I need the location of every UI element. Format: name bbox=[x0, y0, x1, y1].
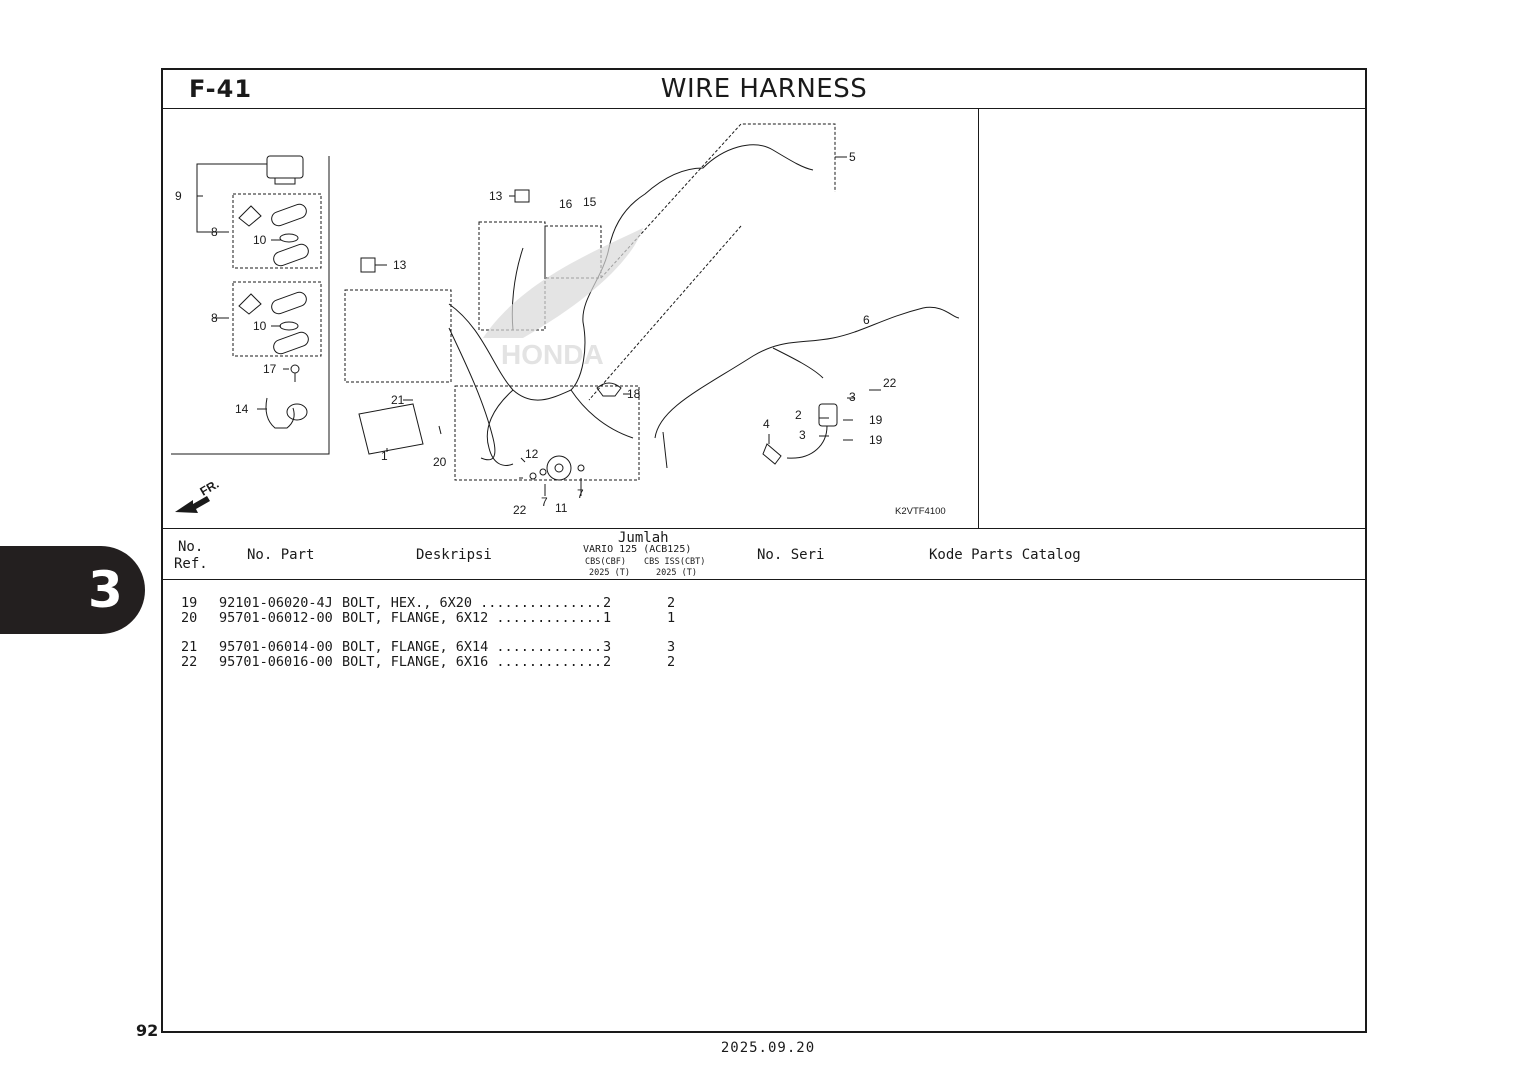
section-number: 3 bbox=[88, 561, 123, 619]
row-part-no: 95701-06014-00 bbox=[219, 639, 333, 655]
callout-label: 19 bbox=[869, 413, 883, 427]
row-description: BOLT, HEX., 6X20 ............... bbox=[342, 595, 603, 611]
table-row bbox=[163, 655, 1365, 670]
row-qty-a: 2 bbox=[603, 595, 612, 611]
row-qty-b: 1 bbox=[667, 610, 676, 626]
diagram-drawing bbox=[163, 108, 978, 528]
row-qty-a: 2 bbox=[603, 654, 612, 670]
callout-label: 8 bbox=[211, 225, 218, 239]
header-part-no: No. Part bbox=[247, 547, 315, 563]
callout-label: 13 bbox=[393, 258, 407, 272]
section-tab bbox=[0, 546, 145, 634]
callout-label: 13 bbox=[489, 189, 503, 203]
callout-label: 8 bbox=[211, 311, 218, 325]
callout-label: 12 bbox=[525, 447, 539, 461]
row-qty-b: 3 bbox=[667, 639, 676, 655]
row-qty-a: 1 bbox=[603, 610, 612, 626]
header-description: Deskripsi bbox=[416, 547, 492, 563]
header-serial: No. Seri bbox=[757, 547, 825, 563]
callout-label: 22 bbox=[513, 503, 527, 517]
table-row bbox=[163, 596, 1365, 611]
row-qty-a: 3 bbox=[603, 639, 612, 655]
callout-label: 21 bbox=[391, 393, 405, 407]
callout-label: 3 bbox=[849, 390, 856, 404]
row-ref: 21 bbox=[181, 639, 198, 655]
header-model: VARIO 125 (ACB125) bbox=[583, 544, 692, 555]
row-ref: 19 bbox=[181, 595, 198, 611]
title-bar bbox=[163, 70, 1365, 109]
header-qty: Jumlah bbox=[618, 530, 669, 546]
callout-label: 7 bbox=[541, 495, 548, 509]
table-row bbox=[163, 640, 1365, 655]
row-part-no: 95701-06016-00 bbox=[219, 654, 333, 670]
callout-label: 22 bbox=[883, 376, 897, 390]
callout-label: 16 bbox=[559, 197, 573, 211]
header-variant-a: CBS(CBF) bbox=[585, 557, 626, 567]
callout-label: 6 bbox=[863, 313, 870, 327]
row-qty-b: 2 bbox=[667, 595, 676, 611]
callout-label: 17 bbox=[263, 362, 277, 376]
callout-label: 9 bbox=[175, 189, 182, 203]
header-year-b: 2025 (T) bbox=[656, 568, 697, 578]
callout-label: 11 bbox=[555, 501, 568, 515]
row-description: BOLT, FLANGE, 6X12 ............. bbox=[342, 610, 603, 626]
row-description: BOLT, FLANGE, 6X14 ............. bbox=[342, 639, 603, 655]
header-variant-b: CBS ISS(CBT) bbox=[644, 557, 706, 567]
row-part-no: 92101-06020-4J bbox=[219, 595, 333, 611]
row-description: BOLT, FLANGE, 6X16 ............. bbox=[342, 654, 603, 670]
header-catalog: Kode Parts Catalog bbox=[929, 547, 1081, 563]
header-ref-line1: No. bbox=[178, 539, 204, 555]
figure-title: WIRE HARNESS bbox=[660, 74, 868, 104]
page-number: 92 bbox=[136, 1021, 159, 1040]
diagram-code: K2VTF4100 bbox=[895, 506, 946, 517]
callout-label: 20 bbox=[433, 455, 447, 469]
callout-label: 10 bbox=[253, 319, 267, 333]
table-header bbox=[163, 528, 1365, 580]
callout-label: 7 bbox=[577, 487, 584, 501]
callout-label: 18 bbox=[627, 387, 641, 401]
front-marker: FR. bbox=[197, 476, 222, 499]
row-part-no: 95701-06012-00 bbox=[219, 610, 333, 626]
row-ref: 20 bbox=[181, 610, 198, 626]
callout-label: 2 bbox=[795, 408, 802, 422]
callout-label: 1 bbox=[381, 449, 388, 463]
callout-label: 3 bbox=[799, 428, 806, 442]
figure-code: F-41 bbox=[189, 75, 253, 103]
print-date: 2025.09.20 bbox=[720, 1040, 816, 1056]
callout-label: 19 bbox=[869, 433, 883, 447]
row-ref: 22 bbox=[181, 654, 198, 670]
callout-label: 14 bbox=[235, 402, 249, 416]
page-frame bbox=[161, 68, 1367, 1033]
callout-label: 5 bbox=[849, 150, 856, 164]
callout-label: 10 bbox=[253, 233, 267, 247]
callout-label: 15 bbox=[583, 195, 597, 209]
header-year-a: 2025 (T) bbox=[589, 568, 630, 578]
callout-label: 4 bbox=[763, 417, 770, 431]
exploded-diagram bbox=[163, 108, 979, 528]
watermark-text: HONDA bbox=[501, 339, 604, 370]
row-qty-b: 2 bbox=[667, 654, 676, 670]
table-row bbox=[163, 611, 1365, 626]
front-arrow-icon bbox=[175, 496, 210, 513]
header-ref-line2: Ref. bbox=[174, 556, 208, 572]
